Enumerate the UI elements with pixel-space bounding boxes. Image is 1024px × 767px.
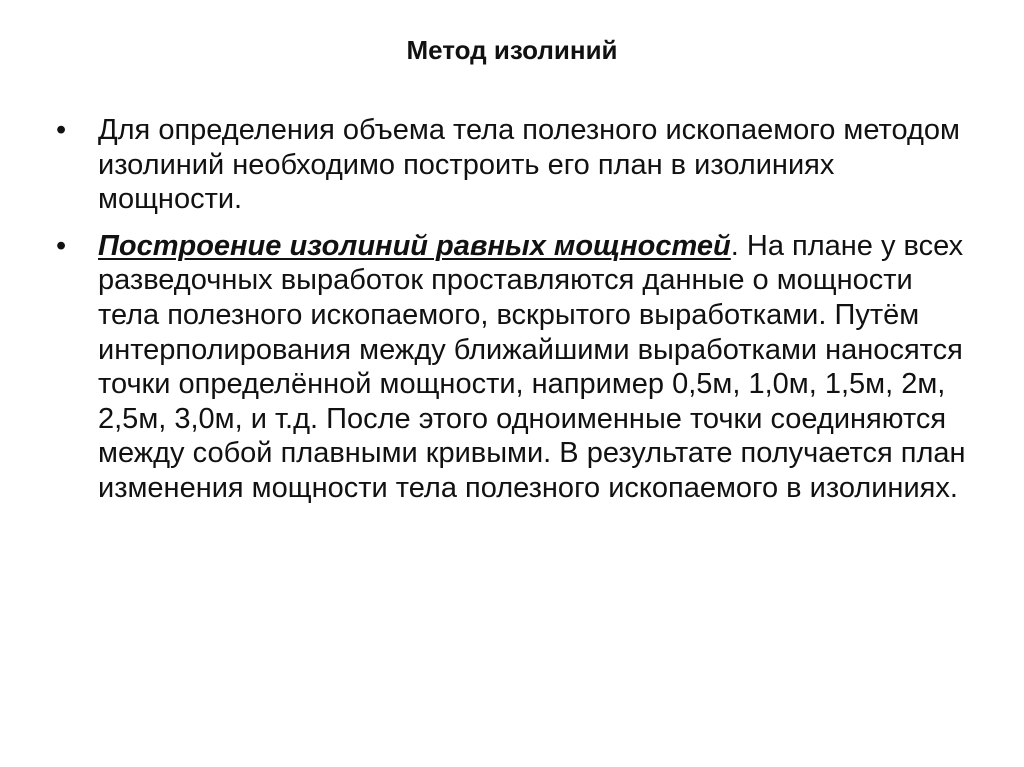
bullet-text: Для определения объема тела полезного ископаемого методом изолиний необходимо построить его план в изолиниях мощности. bbox=[98, 114, 960, 216]
bullet-item-definition bbox=[56, 113, 976, 217]
bullet-list bbox=[56, 113, 976, 518]
bullet-dot-icon: • bbox=[56, 229, 67, 262]
bullet-dot-icon: • bbox=[56, 114, 67, 146]
slide-title: Метод изолиний bbox=[406, 35, 618, 65]
bullet-text: . На плане у всех разведочных выработок проставляются данные о мощности тела полезного ископаемого, вскрытого выработками. Путём интерполирования между ближайшими выработками наносятся точки определённой мощности, например 0,5м, 1,0м, 1,5м, 2м, 2,5м, 3,0м, и т.д. После этого одноименные точки соединяются между собой плавными кривыми. В результате получается план изменения мощности тела полезного ископаемого в изолиниях. bbox=[98, 229, 966, 504]
bullet-lead-emphasis: Построение изолиний равных мощностей bbox=[98, 229, 731, 262]
bullet-item-construction bbox=[56, 229, 976, 506]
